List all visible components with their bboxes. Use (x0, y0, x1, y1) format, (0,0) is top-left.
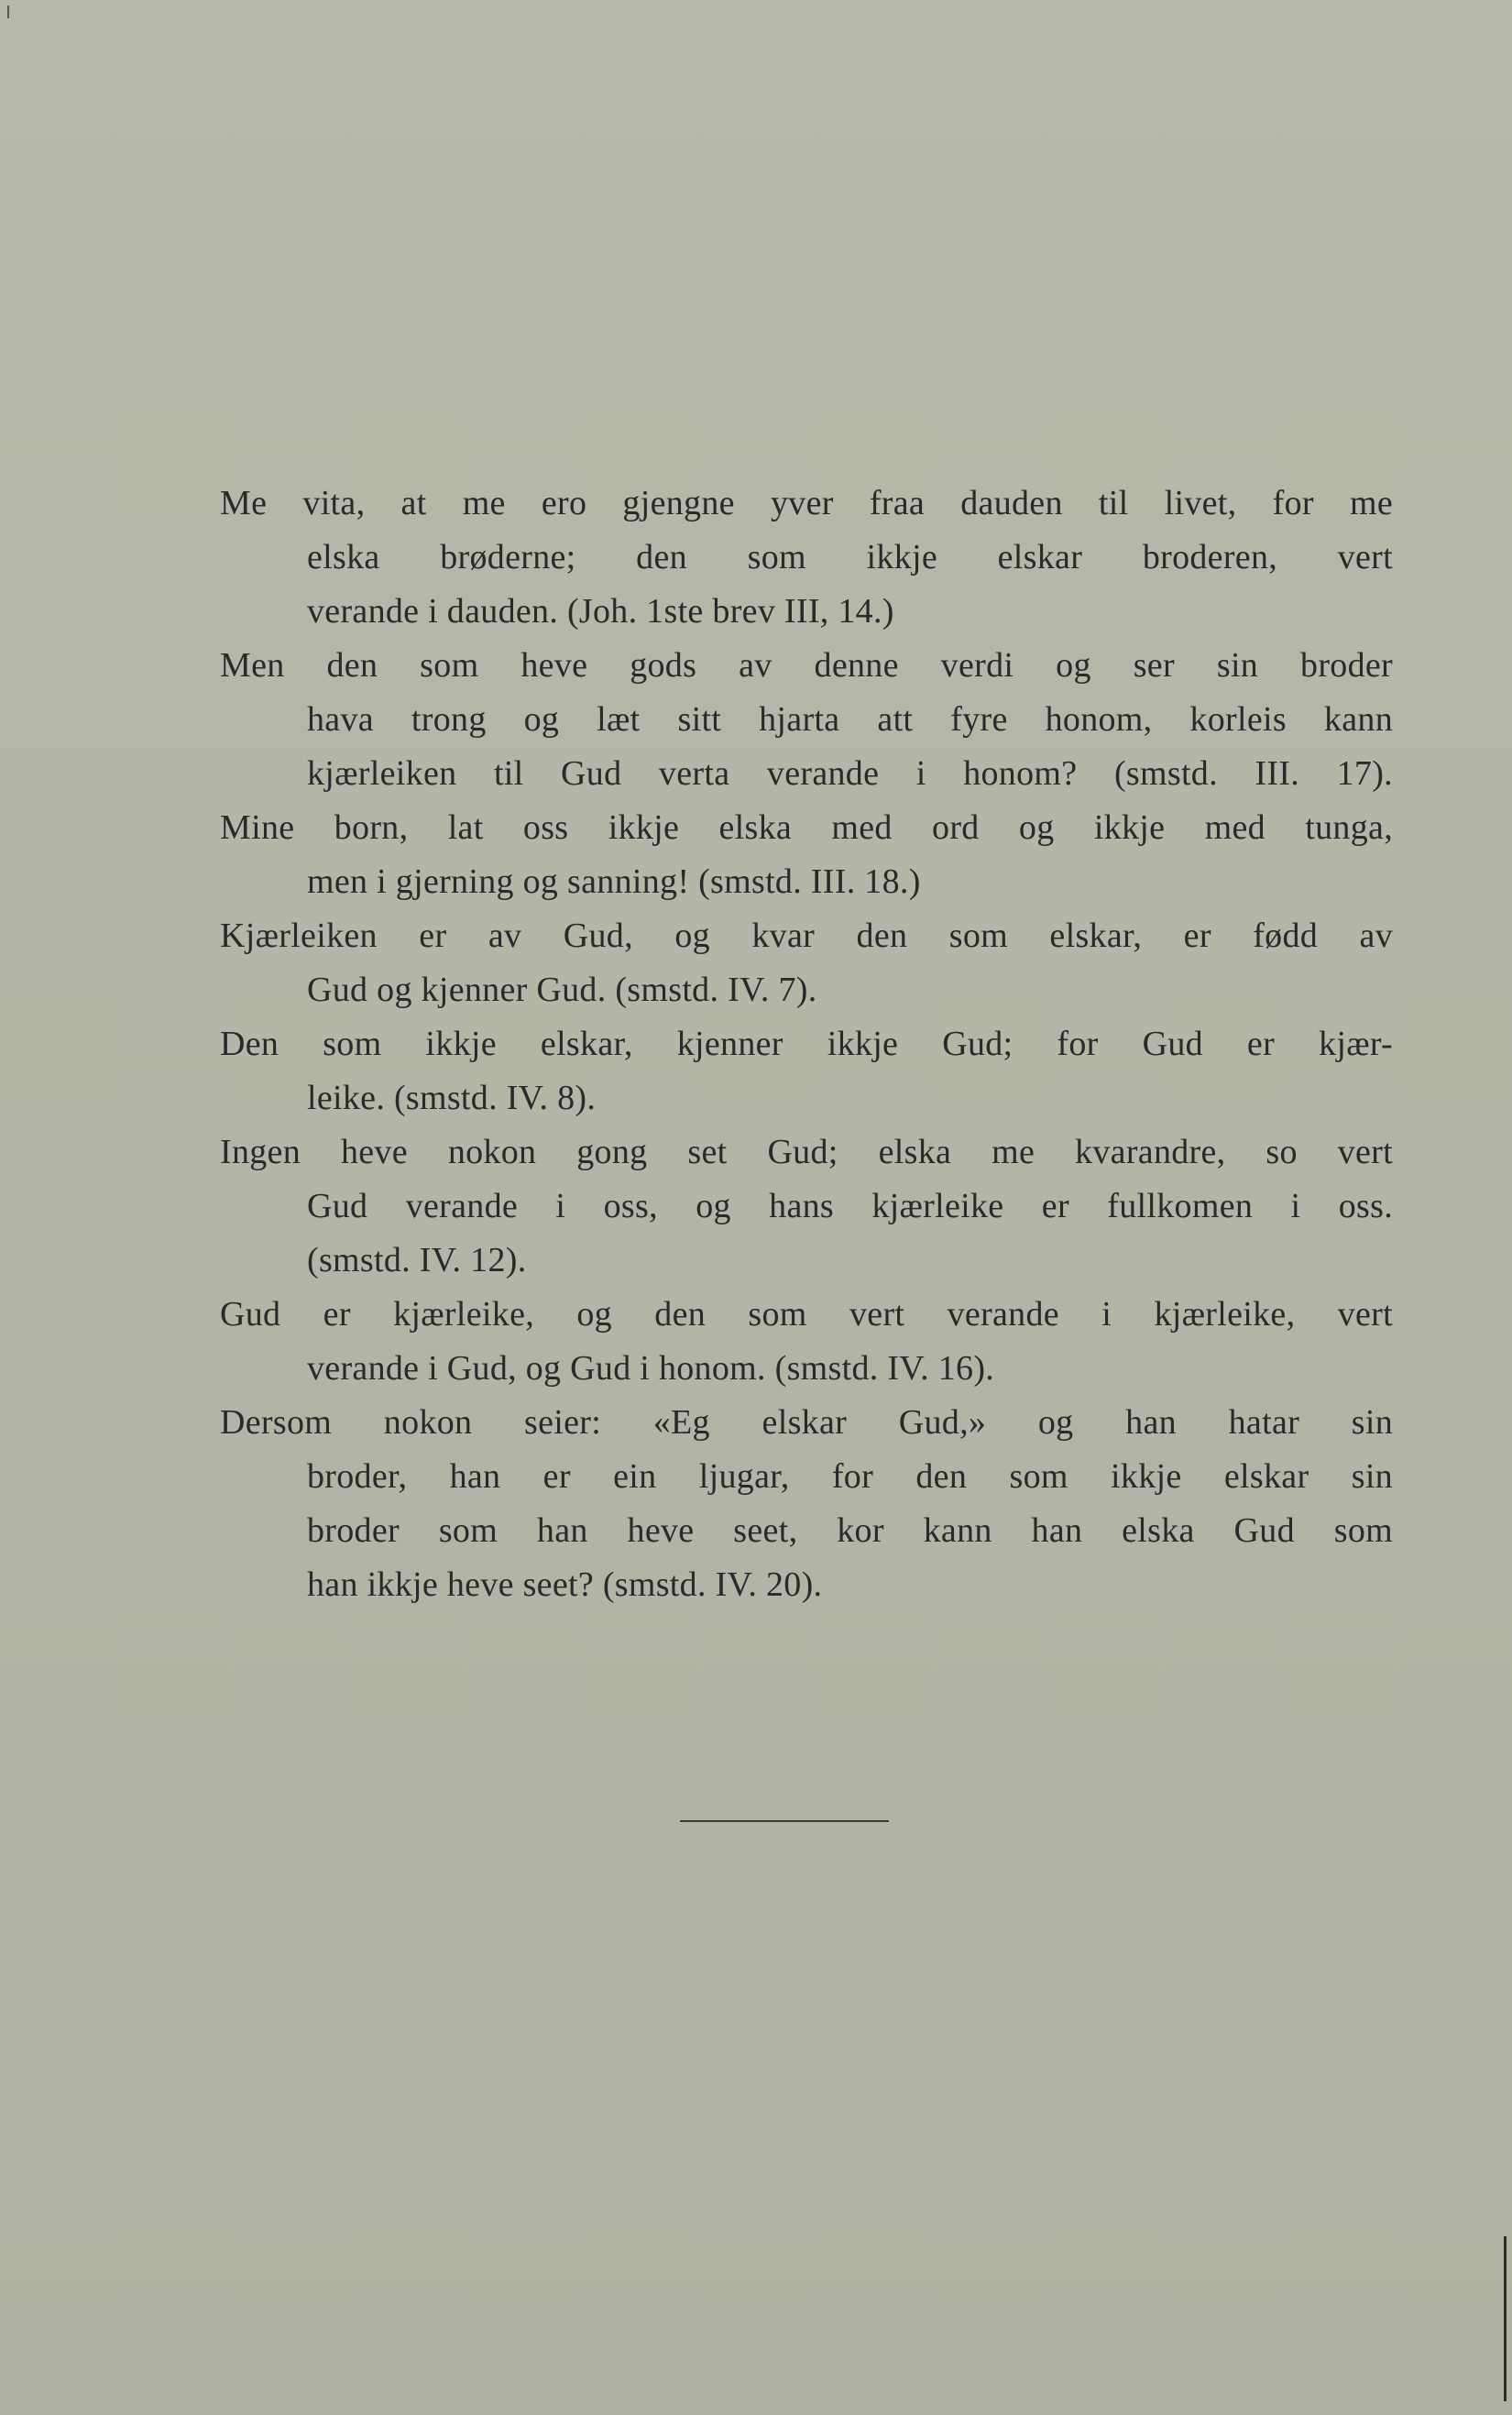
verse-line: Me vita, at me ero gjengne yver fraa dauden til livet, for me (220, 484, 1393, 522)
verse-6 (220, 1125, 1393, 1288)
verse-line: Dersom nokon seier: «Eg elskar Gud,» og han hatar sin (220, 1403, 1393, 1442)
verse-line: (smstd. IV. 12). (307, 1241, 527, 1279)
verse-line: Gud og kjenner Gud. (smstd. IV. 7). (307, 971, 817, 1009)
verse-8 (220, 1396, 1393, 1612)
verse-2 (220, 639, 1393, 801)
verse-line: han ikkje heve seet? (smstd. IV. 20). (307, 1565, 823, 1604)
verse-line: verande i dauden. (Joh. 1ste brev III, 14.) (307, 592, 894, 631)
verse-line: hava trong og læt sitt hjarta att fyre honom, korleis kann (307, 700, 1393, 739)
verse-4 (220, 909, 1393, 1017)
verse-line: broder, han er ein ljugar, for den som ikkje elskar sin (307, 1457, 1393, 1496)
verse-line: Kjærleiken er av Gud, og kvar den som elskar, er fødd av (220, 917, 1393, 955)
verse-line: leike. (smstd. IV. 8). (307, 1079, 597, 1117)
verse-line: Mine born, lat oss ikkje elska med ord og ikkje med tunga, (220, 808, 1393, 847)
verse-line: men i gjerning og sanning! (smstd. III. 18.) (307, 862, 921, 901)
verse-line: Den som ikkje elskar, kjenner ikkje Gud; for Gud er kjær- (220, 1025, 1393, 1063)
corner-speck (7, 5, 9, 18)
page-edge-shadow (1504, 2236, 1507, 2401)
verse-line: Ingen heve nokon gong set Gud; elska me kvarandre, so vert (220, 1133, 1393, 1171)
verse-line: kjærleiken til Gud verta verande i honom? (smstd. III. 17). (307, 754, 1393, 793)
section-divider-rule (680, 1820, 889, 1822)
verse-7 (220, 1288, 1393, 1396)
verse-5 (220, 1017, 1393, 1125)
scripture-text-block (220, 477, 1393, 1612)
verse-line: Men den som heve gods av denne verdi og ser sin broder (220, 646, 1393, 685)
verse-3 (220, 801, 1393, 909)
verse-line: Gud er kjærleike, og den som vert verande i kjærleike, vert (220, 1295, 1393, 1334)
verse-line: elska brøderne; den som ikkje elskar broderen, vert (307, 538, 1393, 576)
verse-line: verande i Gud, og Gud i honom. (smstd. IV. 16). (307, 1349, 995, 1388)
verse-line: broder som han heve seet, kor kann han elska Gud som (307, 1511, 1393, 1550)
verse-line: Gud verande i oss, og hans kjærleike er fullkomen i oss. (307, 1187, 1393, 1225)
verse-1 (220, 477, 1393, 639)
